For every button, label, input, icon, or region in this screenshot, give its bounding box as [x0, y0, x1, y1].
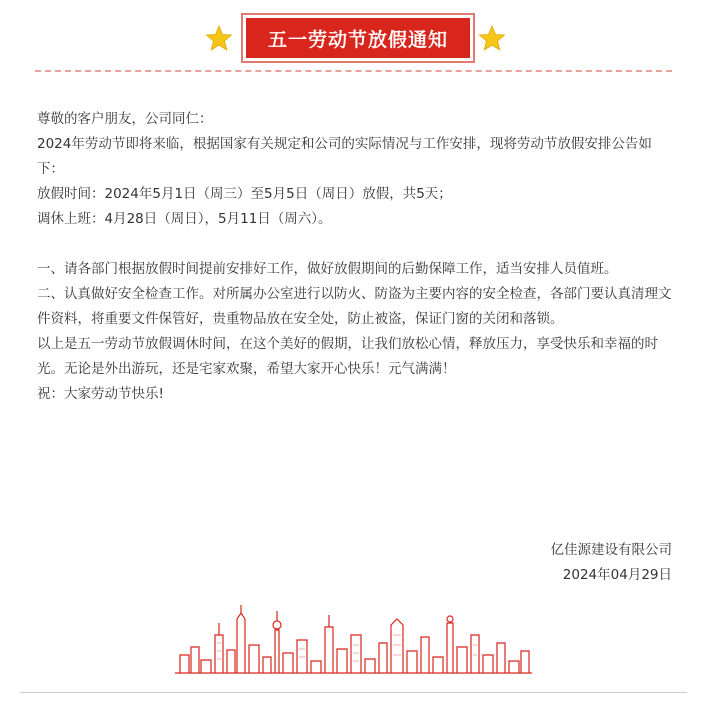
footer-divider — [20, 692, 687, 693]
greeting: 尊敬的客户朋友，公司同仁： — [37, 111, 213, 127]
signature-block — [551, 538, 673, 588]
notice-body — [37, 107, 677, 407]
header-divider — [35, 70, 672, 72]
company-name: 亿佳源建设有限公司 — [550, 542, 672, 558]
spacer — [37, 232, 677, 257]
item-1: 一、请各部门根据放假时间提前安排好工作，做好放假期间的后勤保障工作，适当安排人员值班。 — [37, 261, 618, 277]
notice-header — [0, 0, 707, 80]
city-skyline-illustration — [175, 605, 532, 675]
item-2: 二、认真做好安全检查工作。对所属办公室进行以防火、防盗为主要内容的安全检查，各部门要认真清理文件资料，将重要文件保管好，贵重物品放在安全处，防止被盗，保证门窗的关闭和落锁。 — [37, 286, 672, 327]
wish-line: 祝：大家劳动节快乐! — [37, 386, 164, 402]
makeup-days: 调休上班：4月28日（周日），5月11日（周六）。 — [37, 211, 332, 227]
title-banner — [246, 18, 470, 58]
star-icon — [478, 24, 506, 52]
intro-paragraph: 2024年劳动节即将来临，根据国家有关规定和公司的实际情况与工作安排，现将劳动节放假安排公告如下： — [37, 136, 652, 177]
star-icon — [205, 24, 233, 52]
page-title: 五一劳动节放假通知 — [267, 28, 448, 51]
holiday-period: 放假时间：2024年5月1日（周三）至5月5日（周日）放假，共5天； — [37, 186, 452, 202]
signature-date: 2024年04月29日 — [562, 567, 672, 583]
closing-paragraph: 以上是五一劳动节放假调休时间，在这个美好的假期，让我们放松心情，释放压力，享受快乐和幸福的时光。无论是外出游玩，还是宅家欢聚，希望大家开心快乐！元气满满！ — [37, 336, 658, 377]
